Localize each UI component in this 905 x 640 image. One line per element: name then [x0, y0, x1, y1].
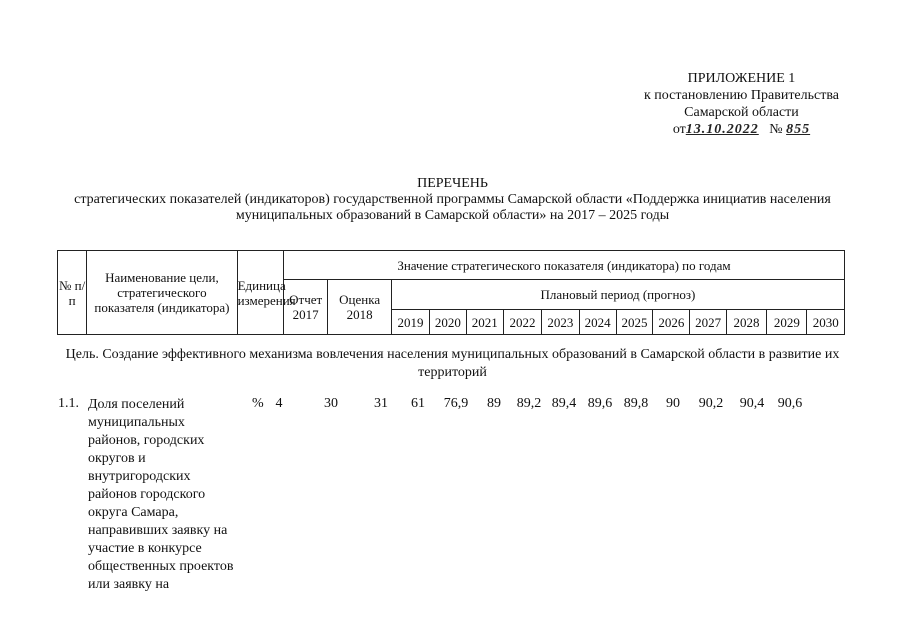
- appendix-title: ПРИЛОЖЕНИЕ 1: [687, 71, 796, 86]
- header-year: 2030: [807, 310, 845, 335]
- document-title: [0, 176, 905, 224]
- appendix-line-3: Самарской области: [684, 105, 799, 120]
- header-year: 2026: [653, 310, 690, 335]
- row-value: 61: [411, 396, 425, 411]
- row-value: 89,4: [551, 396, 577, 411]
- indicators-table-header: [57, 250, 845, 335]
- header-name: Наименование цели, стратегического показателя (индикатора): [87, 251, 237, 335]
- appendix-block: [644, 70, 839, 138]
- row-value: 89,2: [516, 396, 542, 411]
- header-year: 2024: [579, 310, 616, 335]
- date-prefix: от: [672, 122, 686, 137]
- title-head: ПЕРЕЧЕНЬ: [417, 176, 488, 191]
- number-prefix: №: [769, 122, 783, 137]
- row-value: 31: [374, 396, 388, 411]
- appendix-line-2: к постановлению Правительства: [643, 88, 839, 103]
- header-year: 2028: [726, 310, 766, 335]
- row-value: 4: [275, 396, 283, 411]
- header-year: 2022: [503, 310, 541, 335]
- header-year: 2027: [690, 310, 726, 335]
- header-year: 2021: [466, 310, 503, 335]
- row-value: 90,4: [739, 396, 765, 411]
- row-value: 89,8: [623, 396, 649, 411]
- row-value: 76,9: [443, 396, 469, 411]
- header-year: 2029: [767, 310, 807, 335]
- header-number: № п/п: [58, 251, 87, 335]
- row-indicator-name: Доля поселений муниципальных районов, городских округов и внутригородских районов городского округа Самара, направивших заявку на участие в конкурсе общественных проектов или заявку на: [88, 397, 234, 592]
- row-value: 90,6: [777, 396, 803, 411]
- header-year: 2019: [391, 310, 429, 335]
- header-report: Отчет 2017: [283, 280, 327, 335]
- row-value: 90,2: [698, 396, 724, 411]
- header-unit: Единица измерения: [237, 251, 283, 335]
- handwritten-number: 855: [786, 122, 811, 137]
- row-unit: %: [252, 396, 264, 411]
- row-value: 89: [487, 396, 501, 411]
- title-subtitle: стратегических показателей (индикаторов) государственной программы Самарской области «Поддержка инициатив населения муниципальных образований в Самарской области» на 2017 – 2025 годы: [74, 192, 831, 223]
- header-year: 2023: [542, 310, 579, 335]
- row-value: 89,6: [587, 396, 613, 411]
- row-number: 1.1.: [58, 396, 79, 411]
- header-estimate: Оценка 2018: [328, 280, 392, 335]
- header-plan: Плановый период (прогноз): [391, 280, 844, 310]
- header-values: Значение стратегического показателя (индикатора) по годам: [283, 251, 844, 280]
- row-value: 90: [666, 396, 680, 411]
- row-value: 30: [324, 396, 338, 411]
- goal-text: Цель. Создание эффективного механизма вовлечения населения муниципальных образований в Самарской области в развитие их территорий: [65, 347, 840, 380]
- header-year: 2020: [430, 310, 466, 335]
- handwritten-date: 13.10.2022: [685, 122, 759, 137]
- header-year: 2025: [616, 310, 652, 335]
- appendix-date-line: [673, 121, 810, 138]
